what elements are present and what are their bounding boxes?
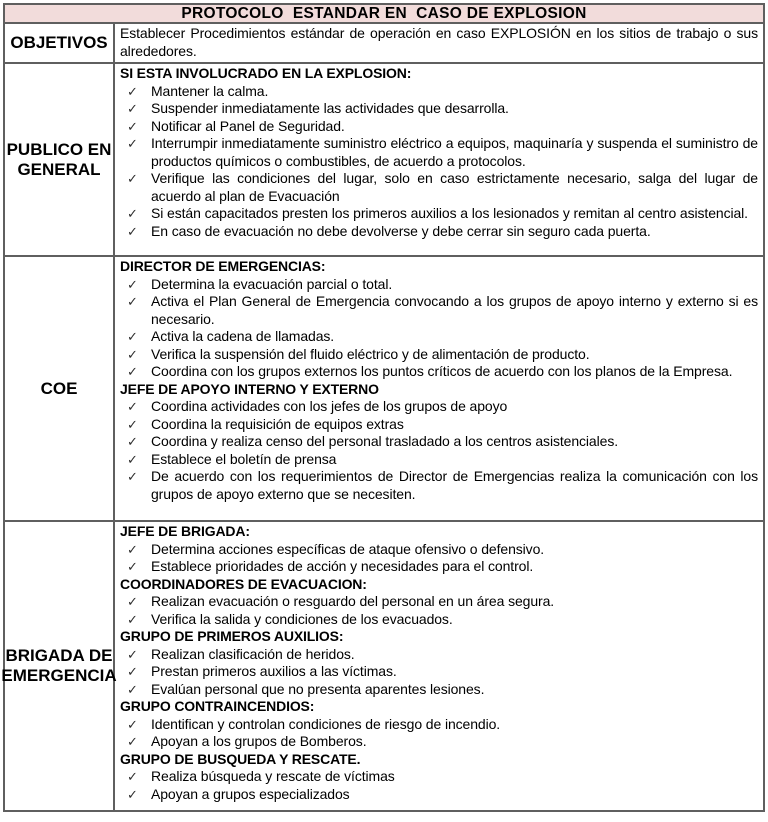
checklist-item (120, 558, 758, 576)
check-icon: ✓ (127, 329, 138, 344)
section-header: COORDINADORES DE EVACUACION: (120, 575, 367, 592)
section-header: GRUPO CONTRAINCENDIOS: (120, 698, 315, 714)
check-icon: ✓ (127, 276, 138, 292)
item-text: Verifique las condiciones del lugar, solo en caso estrictamente necesario, salga del lugar de acuerdo al plan de Evacuación (151, 170, 758, 204)
checklist-item (120, 663, 758, 681)
check-icon: ✓ (127, 416, 138, 432)
item-text: Coordina la requisición de equipos extras (151, 415, 404, 432)
objective-text: Establecer Procedimientos estándar de operación en caso EXPLOSIÓN en los sitios de trabajo o sus alrededores. (120, 25, 758, 59)
row-content (115, 257, 763, 520)
section-header: SI ESTA INVOLUCRADO EN LA EXPLOSION: (120, 65, 412, 81)
item-text: Interrumpir inmediatamente suministro eléctrico a equipos, maquinaría y suspenda el suministro de productos químicos o combustibles, de acuerdo a protocolos. (151, 135, 758, 169)
item-text: Identifican y controlan condiciones de riesgo de incendio. (151, 715, 501, 732)
check-icon: ✓ (127, 469, 138, 484)
checklist-item (120, 768, 758, 786)
section-header: GRUPO DE BUSQUEDA Y RESCATE. (120, 750, 361, 767)
check-icon: ✓ (127, 101, 138, 116)
item-text: De acuerdo con los requerimientos de Director de Emergencias realiza la comunicación con los grupos de apoyo externo que se necesiten. (151, 468, 758, 502)
item-text: Prestan primeros auxilios a las víctimas. (151, 663, 397, 679)
checklist-item (120, 293, 758, 328)
table-body (1, 24, 763, 810)
checklist-item (120, 593, 758, 611)
table-row (1, 522, 763, 810)
item-text: Activa el Plan General de Emergencia convocando a los grupos de apoyo interno y externo si es necesario. (151, 293, 758, 327)
check-icon: ✓ (127, 346, 138, 362)
check-icon: ✓ (127, 451, 138, 467)
item-text: Verifica la salida y condiciones de los evacuados. (151, 610, 453, 627)
checklist-item (120, 416, 758, 434)
row-content (115, 64, 763, 255)
section-header: GRUPO DE PRIMEROS AUXILIOS: (120, 628, 344, 644)
row-label: PUBLICO EN GENERAL (5, 64, 115, 255)
item-text: Apoyan a grupos especializados (151, 785, 350, 802)
check-icon: ✓ (127, 206, 138, 221)
table-row (5, 257, 763, 522)
checklist-item (120, 363, 758, 381)
check-icon: ✓ (127, 541, 138, 557)
checklist-item (120, 100, 758, 118)
check-icon: ✓ (127, 136, 138, 151)
item-text: Evalúan personal que no presenta aparentes lesiones. (151, 680, 485, 697)
item-text: Si están capacitados presten los primeros auxilios a los lesionados y remitan al centro asistencial. (151, 205, 748, 221)
checklist-item (120, 733, 758, 751)
checklist-item (120, 468, 758, 503)
checklist-item (120, 346, 758, 364)
row-content (115, 522, 763, 810)
checklist-item (120, 170, 758, 205)
table-row (5, 24, 763, 64)
item-text: Determina la evacuación parcial o total. (151, 275, 393, 292)
check-icon: ✓ (127, 786, 138, 802)
check-icon: ✓ (127, 646, 138, 662)
row-label: COE (5, 257, 115, 520)
check-icon: ✓ (127, 294, 138, 309)
row-label: OBJETIVOS (5, 24, 115, 62)
item-text: Establece prioridades de acción y necesidades para el control. (151, 558, 534, 574)
item-text: Notificar al Panel de Seguridad. (151, 117, 345, 134)
check-icon: ✓ (127, 594, 138, 609)
item-text: Realiza búsqueda y rescate de víctimas (151, 768, 395, 784)
item-text: Establece el boletín de prensa (151, 450, 337, 467)
checklist-item (120, 646, 758, 664)
checklist-item (120, 681, 758, 699)
check-icon: ✓ (127, 769, 138, 784)
check-icon: ✓ (127, 171, 138, 186)
item-text: Verifica la suspensión del fluido eléctrico y de alimentación de producto. (151, 345, 590, 362)
checklist-item (120, 433, 758, 451)
check-icon: ✓ (127, 118, 138, 134)
item-text: En caso de evacuación no debe devolverse y debe cerrar sin seguro cada puerta. (151, 222, 651, 239)
check-icon: ✓ (127, 559, 138, 574)
item-text: Activa la cadena de llamadas. (151, 328, 335, 344)
check-icon: ✓ (127, 434, 138, 449)
checklist-item (120, 541, 758, 559)
row-content (115, 24, 763, 62)
checklist-item (120, 276, 758, 294)
item-text: Determina acciones específicas de ataque ofensivo o defensivo. (151, 540, 545, 557)
item-text: Mantener la calma. (151, 82, 269, 99)
check-icon: ✓ (127, 223, 138, 239)
protocol-table (3, 3, 765, 812)
check-icon: ✓ (127, 734, 138, 749)
checklist-item (120, 611, 758, 629)
checklist-item (120, 83, 758, 101)
checklist-item (120, 205, 758, 223)
checklist-item (120, 328, 758, 346)
section-header: JEFE DE APOYO INTERNO Y EXTERNO (120, 380, 379, 397)
item-text: Coordina con los grupos externos los puntos críticos de acuerdo con los planos de la Empresa. (151, 363, 733, 379)
table-title: PROTOCOLO ESTANDAR EN CASO DE EXPLOSION (5, 5, 763, 24)
section-header: DIRECTOR DE EMERGENCIAS: (120, 258, 326, 274)
item-text: Realizan evacuación o resguardo del personal en un área segura. (151, 593, 555, 609)
check-icon: ✓ (127, 83, 138, 99)
item-text: Suspender inmediatamente las actividades que desarrolla. (151, 100, 509, 116)
row-label: BRIGADA DE EMERGENCIA (5, 522, 115, 810)
checklist-item (120, 135, 758, 170)
checklist-item (120, 398, 758, 416)
item-text: Realizan clasificación de heridos. (151, 645, 355, 662)
checklist-item (120, 118, 758, 136)
check-icon: ✓ (127, 664, 138, 679)
checklist-item (120, 223, 758, 241)
check-icon: ✓ (127, 399, 138, 414)
checklist-item (120, 786, 758, 804)
table-row (5, 64, 763, 257)
section-header: JEFE DE BRIGADA: (120, 523, 250, 539)
item-text: Apoyan a los grupos de Bomberos. (151, 733, 367, 749)
check-icon: ✓ (127, 611, 138, 627)
item-text: Coordina y realiza censo del personal trasladado a los centros asistenciales. (151, 433, 619, 449)
checklist-item (120, 716, 758, 734)
check-icon: ✓ (127, 364, 138, 379)
check-icon: ✓ (127, 681, 138, 697)
item-text: Coordina actividades con los jefes de los grupos de apoyo (151, 398, 508, 414)
checklist-item (120, 451, 758, 469)
check-icon: ✓ (127, 716, 138, 732)
